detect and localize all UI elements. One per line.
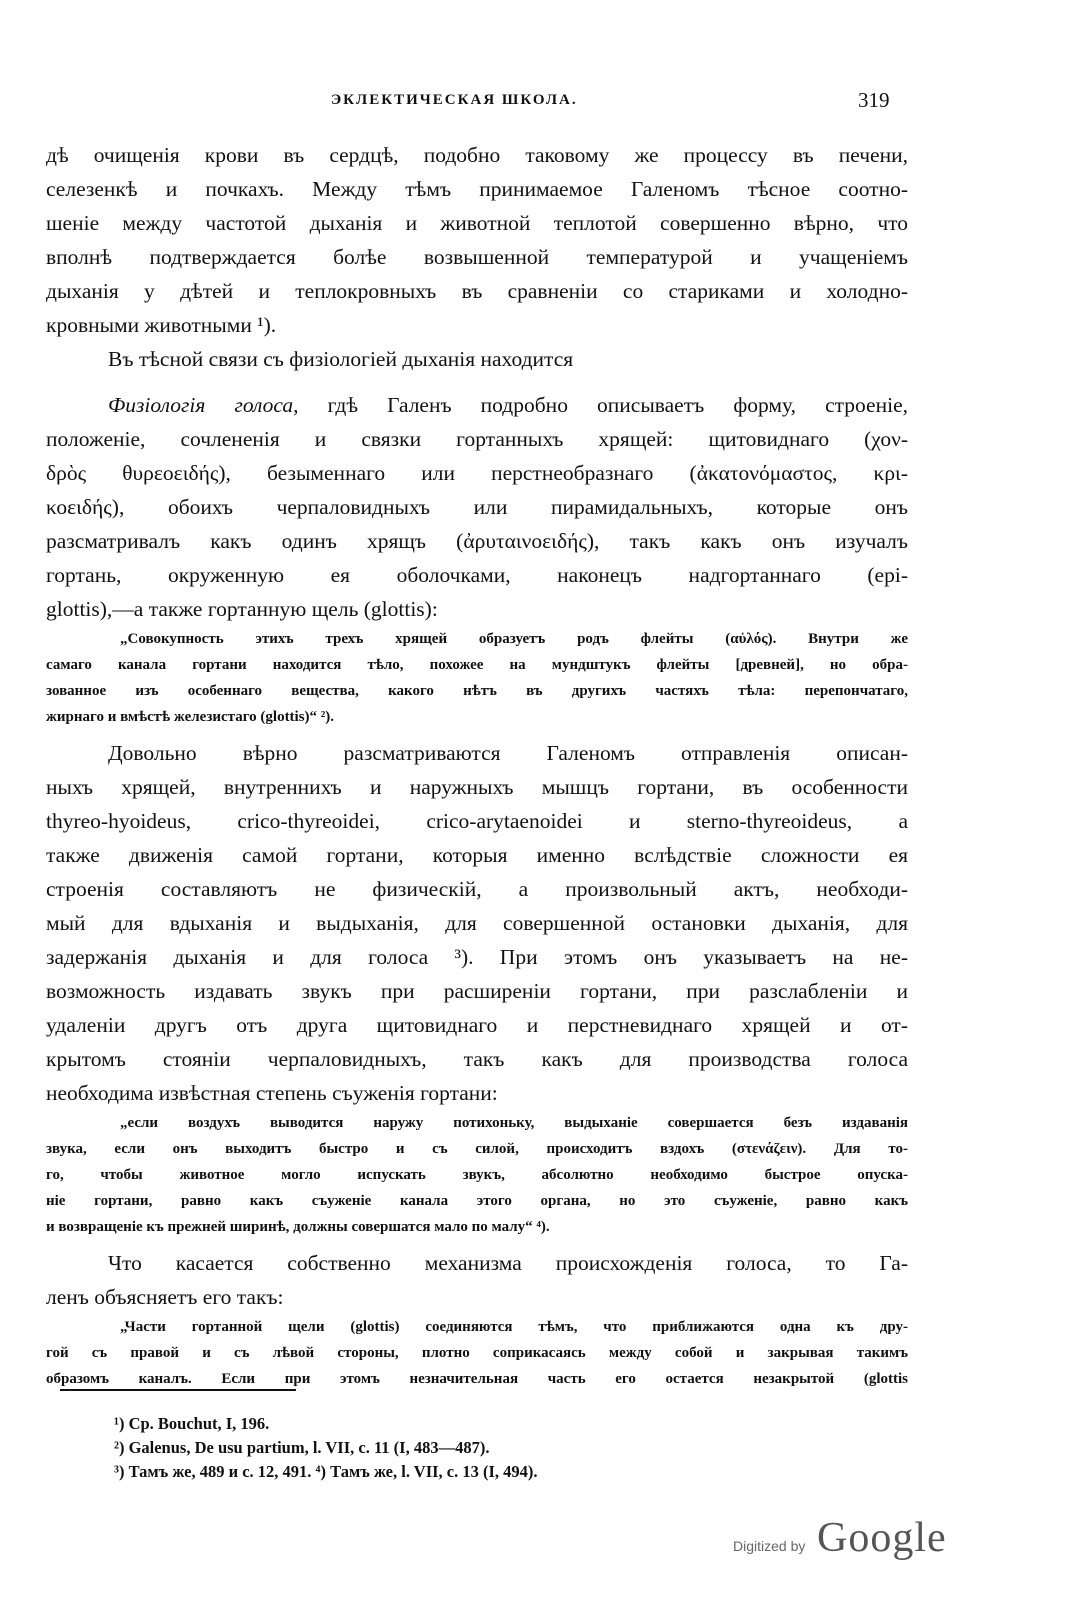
quote-line: зованное изъ особеннаго вещества, какого нѣтъ въ другихъ частяхъ тѣла: перепончатаго, — [46, 683, 908, 699]
quote-line: „Совокупность этихъ трехъ хрящей образуетъ родъ флейты (αὐλός). Внутри же — [120, 631, 908, 647]
text-line: также движенія самой гортани, которыя именно вслѣдствіе сложности ея — [46, 843, 908, 867]
quote-line: жирнаго и вмѣстѣ железистаго (glottis)“ ²). — [46, 709, 335, 725]
text-line: селезенкѣ и почкахъ. Между тѣмъ принимаемое Галеномъ тѣсное соотно- — [46, 177, 908, 201]
text-line — [46, 388, 908, 422]
text-line: строенія составляютъ не физическій, а произвольный актъ, необходи- — [46, 877, 908, 901]
text-line: ныхъ хрящей, внутреннихъ и наружныхъ мышцъ гортани, въ особенности — [46, 775, 908, 799]
text-line: шеніе между частотой дыханія и животной теплотой совершенно вѣрно, что — [46, 211, 908, 235]
text-line: возможность издавать звукъ при расширеніи гортани, при разслабленіи и — [46, 979, 908, 1003]
footnote-1: ¹) Cp. Bouchut, I, 196. — [114, 1414, 270, 1433]
italic-heading: Физіологія голоса, — [108, 393, 299, 417]
text-line: ленъ объясняетъ его такъ: — [46, 1285, 284, 1309]
text-line: дѣ очищенія крови въ сердцѣ, подобно таковому же процессу въ печени, — [46, 143, 908, 167]
quote-line: самаго канала гортани находится тѣло, похожее на мундштукъ флейты [древней], но обра- — [46, 657, 908, 673]
text-line: thyreo-hyoideus, crico-thyreoidei, crico-arytaenoidei и sterno-thyreoideus, а — [46, 809, 908, 833]
quote-line: го, чтобы животное могло испускать звукъ, абсолютно необходимо быстрое опуска- — [46, 1167, 908, 1183]
quote-line: ніе гортани, равно какъ съуженіе канала этого органа, но это съуженіе, равно какъ — [46, 1193, 908, 1209]
quote-line: „если воздухъ выводится наружу потихоньку, выдыханіе совершается безъ издаванія — [120, 1115, 908, 1131]
text-line: вполнѣ подтверждается болѣе возвышенной температурой и учащеніемъ — [46, 245, 908, 269]
quote-line: „Части гортанной щели (glottis) соединяются тѣмъ, что приближаются одна къ дру- — [120, 1319, 908, 1335]
text-line: δρὸς θυρεοειδής), безыменнаго или перстнеобразнаго (ἀκατονόμαστος, κρι- — [46, 461, 908, 485]
text-line: крытомъ стояніи черпаловидныхъ, такъ какъ для производства голоса — [46, 1047, 908, 1071]
quote-line: гой съ правой и съ лѣвой стороны, плотно соприкасаясь между собой и закрывая такимъ — [46, 1345, 908, 1361]
page-number: 319 — [858, 88, 890, 112]
text-run: гдѣ Галенъ подробно описываетъ форму, строеніе, — [298, 393, 908, 417]
text-line: необходима извѣстная степень съуженія гортани: — [46, 1081, 498, 1105]
text-line: мый для вдыханія и выдыханія, для совершенной остановки дыханія, для — [46, 911, 908, 935]
text-line: разсматривалъ какъ одинъ хрящъ (ἀρυταινοειδής), такъ какъ онъ изучалъ — [46, 529, 908, 553]
text-line: glottis),—а также гортанную щель (glottis): — [46, 597, 438, 621]
main-text — [46, 138, 908, 1392]
text-line: Довольно вѣрно разсматриваются Галеномъ отправленія описан- — [108, 741, 908, 765]
text-line: кровными животными ¹). — [46, 313, 277, 337]
footnote-2: ²) Galenus, De usu partium, l. VII, c. 11 (I, 483—487). — [114, 1438, 490, 1457]
watermark-caption: Digitized by — [733, 1538, 806, 1554]
text-line: дыханія у дѣтей и теплокровныхъ въ сравненіи со стариками и холодно- — [46, 279, 908, 303]
footnotes — [114, 1412, 814, 1484]
footnote-3: ³) Тамъ же, 489 и с. 12, 491. ⁴) Тамъ же, l. VII, c. 13 (I, 494). — [114, 1462, 538, 1481]
text-line: гортань, окруженную ея оболочками, наконецъ надгортаннаго (epi- — [46, 563, 908, 587]
quote-line: звука, если онъ выходитъ быстро и съ силой, происходитъ вздохъ (στενάζειν). Для то- — [46, 1141, 908, 1157]
text-line: Что касается собственно механизма происхожденія голоса, то Га- — [108, 1251, 908, 1275]
text-line: удаленіи другъ отъ друга щитовиднаго и перстневиднаго хрящей и от- — [46, 1013, 908, 1037]
quote-line: и возвращеніе къ прежней ширинѣ, должны совершатся мало по малу“ ⁴). — [46, 1219, 550, 1235]
footnote-divider — [60, 1389, 296, 1391]
running-title: ЭКЛЕКТИЧЕСКАЯ ШКОЛА. — [331, 92, 578, 108]
digitized-watermark — [733, 1514, 973, 1574]
google-logo: Google — [817, 1515, 947, 1561]
page-header — [0, 88, 1083, 118]
text-line: задержанія дыханія и для голоса ³). При этомъ онъ указываетъ на не- — [46, 945, 908, 969]
text-line: положеніе, сочлененія и связки гортанныхъ хрящей: щитовиднаго (χον- — [46, 427, 908, 451]
quote-line: образомъ каналъ. Если при этомъ незначительная часть его остается незакрытой (glottis — [46, 1371, 908, 1387]
text-line: κοειδής), обоихъ черпаловидныхъ или пирамидальныхъ, которые онъ — [46, 495, 908, 519]
text-line: Въ тѣсной связи съ физіологіей дыханія находится — [108, 347, 574, 371]
